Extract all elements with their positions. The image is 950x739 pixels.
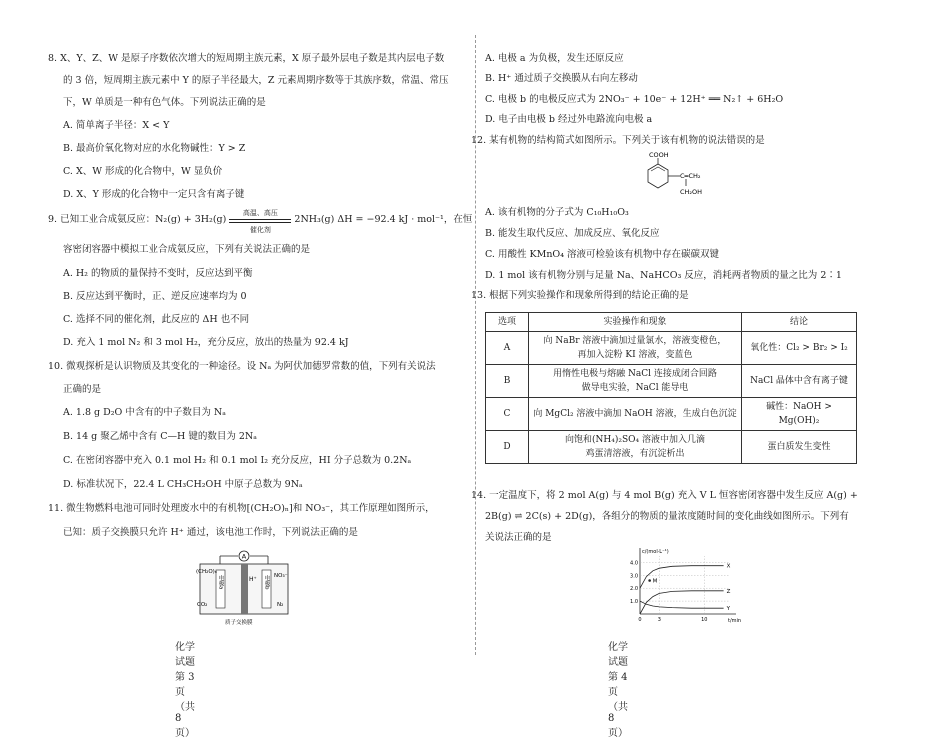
q12-option-c: C. 用酸性 KMnO₄ 溶液可检验该有机物中存在碳碳双键 (485, 249, 720, 260)
q12-stem: 12. 某有机物的结构简式如图所示。下列关于该有机物的说法错误的是 (471, 135, 765, 146)
header-conclusion: 结论 (742, 313, 857, 332)
proton-membrane (241, 564, 248, 614)
table-row (486, 365, 857, 398)
left-inflow-label: (CH₂O)ₙ (196, 569, 217, 575)
q10-option-c: C. 在密闭容器中充入 0.1 mol H₂ 和 0.1 mol I₂ 充分反应，HI 分子总数为 0.2Nₐ (63, 455, 412, 466)
row-operation (529, 332, 742, 365)
q13-stem: 13. 根据下列实验操作和现象所得到的结论正确的是 (471, 290, 689, 301)
proton-label: H⁺ (249, 576, 257, 583)
q11-option-b: B. H⁺ 通过质子交换膜从右向左移动 (485, 73, 638, 84)
fuel-cell-diagram (195, 548, 295, 628)
q8-line-3: 下，W 单质是一种有色气体。下列说法正确的是 (63, 97, 266, 108)
q9-line-1-b: 2NH₃(g) ΔH = −92.4 kJ · mol⁻¹，在恒 (294, 214, 473, 225)
q12-option-a: A. 该有机物的分子式为 C₁₀H₁₀O₃ (485, 207, 629, 218)
q8-line-2: 的 3 倍，短周期主族元素中 Y 的原子半径最大，Z 元素周期序数等于其族序数，常温、常压 (63, 75, 449, 86)
q11-line-1: 11. 微生物燃料电池可同时处理废水中的有机物[(CH₂O)ₙ]和 NO₃⁻，其工作原理如图所示， (48, 503, 435, 514)
y-tick-label: 2.0 (630, 586, 638, 593)
series-line-y (640, 601, 724, 608)
column-divider (475, 35, 476, 655)
left-page-footer: 化学试题 第 3 页（共 8 页） (175, 642, 195, 739)
x-axis-label: t/min (728, 618, 742, 624)
q14-line-2: 2B(g) ⇌ 2C(s) + 2D(g)，各组分的物质的量浓度随时间的变化曲线如图所示。下列有 (485, 511, 849, 522)
row-option: C (486, 398, 529, 431)
left-outflow-label: CO₂ (197, 602, 208, 608)
q8-option-c: C. X、W 形成的化合物中，W 显负价 (63, 166, 223, 177)
ammeter-label: A (241, 552, 247, 561)
row-conclusion: 蛋白质发生变性 (742, 431, 857, 464)
table-row (486, 332, 857, 365)
row-option: D (486, 431, 529, 464)
concentration-chart (618, 546, 748, 626)
q8-line-1: 8. X、Y、Z、W 是原子序数依次增大的短周期主族元素，X 原子最外层电子数是其内层电子数 (48, 53, 445, 64)
point-m (648, 579, 651, 582)
row-operation: 向 MgCl₂ 溶液中滴加 NaOH 溶液，生成白色沉淀 (529, 398, 742, 431)
q8-option-d: D. X、Y 形成的化合物中一定只含有离子键 (63, 189, 245, 200)
row-operation-line-1: 向饱和(NH₄)₂SO₄ 溶液中加入几滴 (565, 435, 705, 445)
q11-option-c: C. 电极 b 的电极反应式为 2NO₃⁻ + 10e⁻ + 12H⁺ ══ N₂↑ + 6H₂O (485, 94, 784, 105)
q10-line-2: 正确的是 (63, 384, 102, 395)
q8-option-a: A. 简单离子半径：X < Y (63, 120, 170, 131)
point-m-label: M (652, 578, 658, 585)
cooh-group: COOH (649, 151, 669, 159)
right-inflow-label: NO₃⁻ (274, 573, 288, 579)
q10-option-d: D. 标准状况下，22.4 L CH₃CH₂OH 中原子总数为 9Nₐ (63, 479, 303, 490)
row-operation-line-2: 再加入淀粉 KI 溶液，变蓝色 (577, 350, 693, 360)
ch2oh-group: CH₂OH (680, 188, 703, 196)
series-label-z: Z (726, 588, 731, 595)
condition-top: 高温、高压 (242, 209, 278, 217)
q9-line-1-a: 9. 已知工业合成氨反应：N₂(g) + 3H₂(g) (48, 214, 227, 225)
q8-option-b: B. 最高价氧化物对应的水化物碱性：Y > Z (63, 143, 246, 154)
header-option: 选项 (486, 313, 529, 332)
q9-option-b: B. 反应达到平衡时，正、逆反应速率均为 0 (63, 291, 247, 302)
q9-option-a: A. H₂ 的物质的量保持不变时，反应达到平衡 (63, 268, 253, 279)
row-conclusion: NaCl 晶体中含有离子键 (742, 365, 857, 398)
y-tick-label: 1.0 (630, 599, 638, 606)
q10-option-a: A. 1.8 g D₂O 中含有的中子数目为 Nₐ (63, 407, 226, 418)
y-axis-label: c/(mol·L⁻¹) (642, 549, 669, 555)
q12-option-d: D. 1 mol 该有机物分别与足量 Na、NaHCO₃ 反应，消耗两者物质的量之比为 2∶1 (485, 270, 842, 281)
x-tick-label: 10 (701, 617, 708, 623)
condition-bottom: 催化剂 (249, 226, 271, 234)
q10-option-b: B. 14 g 聚乙烯中含有 C—H 键的数目为 2Nₐ (63, 431, 257, 442)
series-label-y: Y (726, 606, 730, 613)
q14-line-1: 14. 一定温度下，将 2 mol A(g) 与 4 mol B(g) 充入 V L 恒容密闭容器中发生反应 A(g) + (471, 490, 858, 501)
row-conclusion: 碱性：NaOH > Mg(OH)₂ (742, 398, 857, 431)
table-header-row (486, 313, 857, 332)
q9-line-1 (48, 209, 473, 234)
reaction-condition (229, 209, 291, 234)
series-line-x (640, 566, 724, 589)
q11-line-2: 已知：质子交换膜只允许 H⁺ 通过，该电池工作时，下列说法正确的是 (63, 527, 358, 538)
membrane-label: 质子交换膜 (225, 620, 253, 626)
q9-option-c: C. 选择不同的催化剂，此反应的 ΔH 也不同 (63, 314, 250, 325)
row-operation (529, 365, 742, 398)
q12-option-b: B. 能发生取代反应、加成反应、氧化反应 (485, 228, 660, 239)
q10-line-1: 10. 微观探析是认识物质及其变化的一种途径。设 Nₐ 为阿伏加德罗常数的值，下列有关说法 (48, 361, 436, 372)
row-operation (529, 431, 742, 464)
row-conclusion: 氧化性：Cl₂ > Br₂ > I₂ (742, 332, 857, 365)
row-option: A (486, 332, 529, 365)
benzene-ring (648, 164, 668, 188)
series-label-x: X (726, 563, 731, 570)
row-operation-line-2: 做导电实验，NaCl 能导电 (581, 383, 689, 393)
q14-line-3: 关说法正确的是 (485, 532, 552, 543)
experiment-table (485, 312, 857, 464)
series-line-z (640, 591, 724, 614)
table-row (486, 398, 857, 431)
organic-structure (630, 150, 730, 200)
header-operation: 实验操作和现象 (529, 313, 742, 332)
row-operation-line-1: 用惰性电极与熔融 NaCl 连接成闭合回路 (553, 369, 717, 379)
table-row (486, 431, 857, 464)
y-tick-label: 4.0 (630, 560, 638, 567)
x-tick-label: 0 (638, 617, 642, 623)
right-outflow-label: N₂ (277, 602, 284, 608)
q11-option-a: A. 电极 a 为负极，发生还原反应 (485, 53, 624, 64)
row-operation-line-2: 鸡蛋清溶液，有沉淀析出 (585, 449, 685, 459)
x-tick-label: 3 (657, 617, 661, 623)
right-page-footer: 化学试题 第 4 页（共 8 页） (608, 642, 628, 739)
row-operation-line-1: 向 NaBr 溶液中滴加过量氯水，溶液变橙色， (543, 336, 727, 346)
electrode-b-label: 电极b (263, 575, 270, 590)
electrode-a-label: 电极a (217, 575, 224, 590)
equilibrium-bar (229, 219, 291, 223)
q9-option-d: D. 充入 1 mol N₂ 和 3 mol H₂，充分反应，放出的热量为 92.4 kJ (63, 337, 349, 348)
q11-option-d: D. 电子由电极 b 经过外电路流向电极 a (485, 114, 653, 125)
y-tick-label: 3.0 (630, 573, 638, 580)
vinyl-group: C═CH₂ (680, 172, 701, 180)
row-option: B (486, 365, 529, 398)
q9-line-2: 容密闭容器中模拟工业合成氨反应，下列有关说法正确的是 (63, 244, 311, 255)
